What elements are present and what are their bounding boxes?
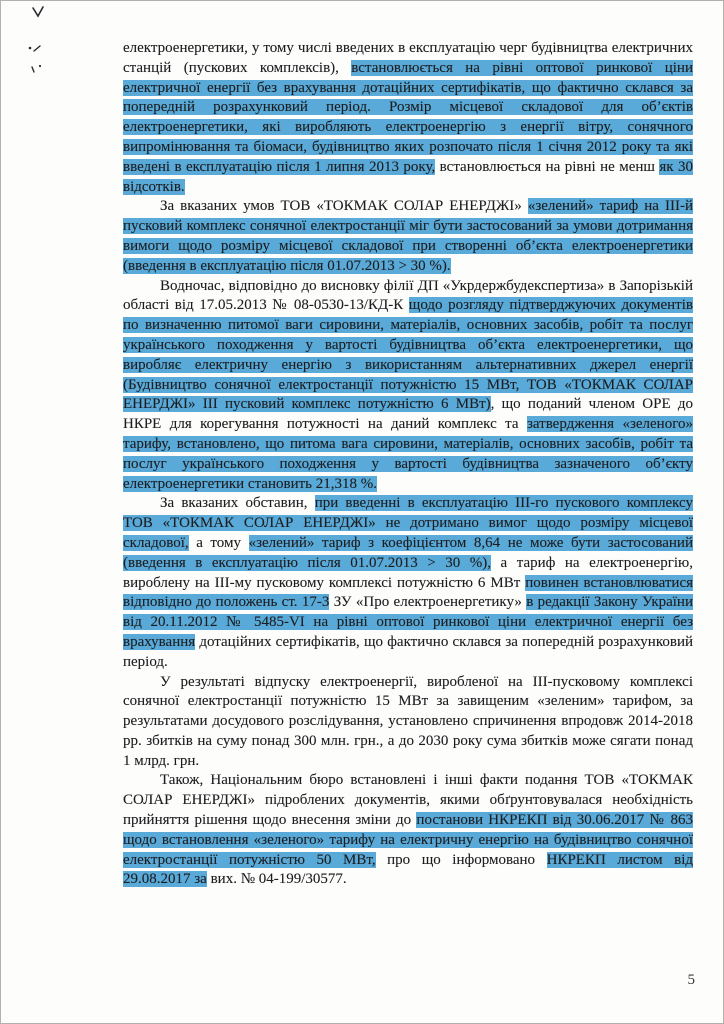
body-text: Також, Національним бюро встановлені і інші факти подання ТОВ «ТОКМАК СОЛАР ЕНЕРДЖІ» підроблених документів, якими обґрунтовувалася необхідність прийняття рішення щодо внесення зміни до [123,772,693,829]
highlighted-text: при введенні в експлуатацію ІІІ-го пускового комплексу ТОВ «ТОКМАК СОЛАР ЕНЕРДЖІ» не дотримано вимог щодо розміру місцевої складової, [123,495,693,551]
document-body [123,39,693,890]
body-text: вих. № 04-199/30577. [206,871,347,888]
page-number: 5 [687,972,695,988]
highlighted-text: «зелений» тариф з коефіцієнтом 8,64 не може бути застосований (введення в експлуатацію після 01.07.2013 > 30 %), [123,534,693,571]
paragraph [123,673,693,772]
body-text: ЗУ «Про електроенергетику» [329,594,527,611]
body-text: , що поданий членом ОРЕ до НКРЕ для корегування потужності на даний комплекс та [123,396,693,433]
highlighted-text: як 30 відсотків. [123,158,694,195]
highlighted-text: НКРЕКП листом від 29.08.2017 за [123,851,694,888]
highlighted-text: затвердження «зеленого» тарифу, встановлено, що питома вага сировини, матеріалів, основних засобів, робіт та послуг українського походження у вартості будівництва зазначеного об’єкту електроенергетики становить 21,318 %. [123,416,693,492]
paragraph [123,39,693,197]
highlighted-text: «зелений» тариф на ІІІ-й пусковий комплекс сонячної електростанції міг бути застосований за умови дотримання вимоги щодо розміру місцевої складової при створенні об’єкта електроенергетики (введення в експлуатацію після 01.07.2013 > 30 %). [123,198,693,274]
body-text: Водночас, відповідно до висновку філії ДП «Укрдержбудекспертиза» в Запорізькій області від 17.05.2013 № 08-0530-13/КД-К [123,277,693,314]
highlighted-text: в редакції Закону України від 20.11.2012 № 5485-VI на рівні оптової ринкової ціни електричної енергії без врахування [123,594,693,650]
highlighted-text: щодо розгляду підтверджуючих документів по визначенню питомої ваги сировини, матеріалів, основних засобів, робіт та послуг українського походження у вартості будівництва об’єкта електроенергетики, що виробляє електричну енергію з використанням альтернативних джерел енергії (Будівництво сонячної електростанції потужністю 15 МВт, ТОВ «ТОКМАК СОЛАР ЕНЕРДЖІ» ІІІ пусковий комплекс потужністю 6 МВт) [123,297,693,413]
body-text: дотаційних сертифікатів, що фактично склався за попередній розрахунковий період. [123,633,693,670]
body-text: про що інформовано [375,851,547,868]
body-text: За вказаних умов ТОВ «ТОКМАК СОЛАР ЕНЕРДЖІ» [160,198,528,215]
body-text: У результаті відпуску електроенергії, виробленої на ІІІ-пусковому комплексі сонячної електростанції потужністю 15 МВт за завищеним «зеленим» тарифом, за результатами досудового розслідування, установлено спричинення впродовж 2014-2018 рр. збитків на суму понад 300 млн. грн., а до 2030 року сума збитків може сягати понад 1 млрд. грн. [123,673,693,769]
body-text: а тому [188,534,249,551]
body-text: За вказаних обставин, [160,495,315,512]
paragraph [123,771,693,890]
highlighted-text: повинен встановлюватися відповідно до положень ст. 17-3 [123,574,694,611]
highlighted-text: встановлюється на рівні оптової ринкової ціни електричної енергії без врахування дотаційних сертифікатів, що фактично склався за попередній розрахунковий період. Розмір місцевої складової для об’єктів електроенергетики, які виробляють електроенергію з енергії вітру, сонячного випромінювання та біомаси, будівництво яких розпочато після 1 січня 2012 року та які введені в експлуатацію після 1 липня 2013 року, [123,59,693,175]
body-text: встановлюється на рівні не менш [435,158,660,175]
paragraph [123,197,693,276]
paragraph [123,277,693,495]
paragraph [123,494,693,672]
body-text: а тариф на електроенергію, вироблену на ІІІ-му пусковому комплексі потужністю 6 МВт [123,554,693,591]
body-text: електроенергетики, у тому числі введених в експлуатацію черг будівництва електричних станцій (пускових комплексів), [123,40,693,76]
pen-marks-icon [19,1,67,101]
highlighted-text: постанови НКРЕКП від 30.06.2017 № 863 щодо встановлення «зеленого» тарифу на електричну енергію на будівництво сонячної електростанції потужністю 50 МВт, [123,812,693,868]
